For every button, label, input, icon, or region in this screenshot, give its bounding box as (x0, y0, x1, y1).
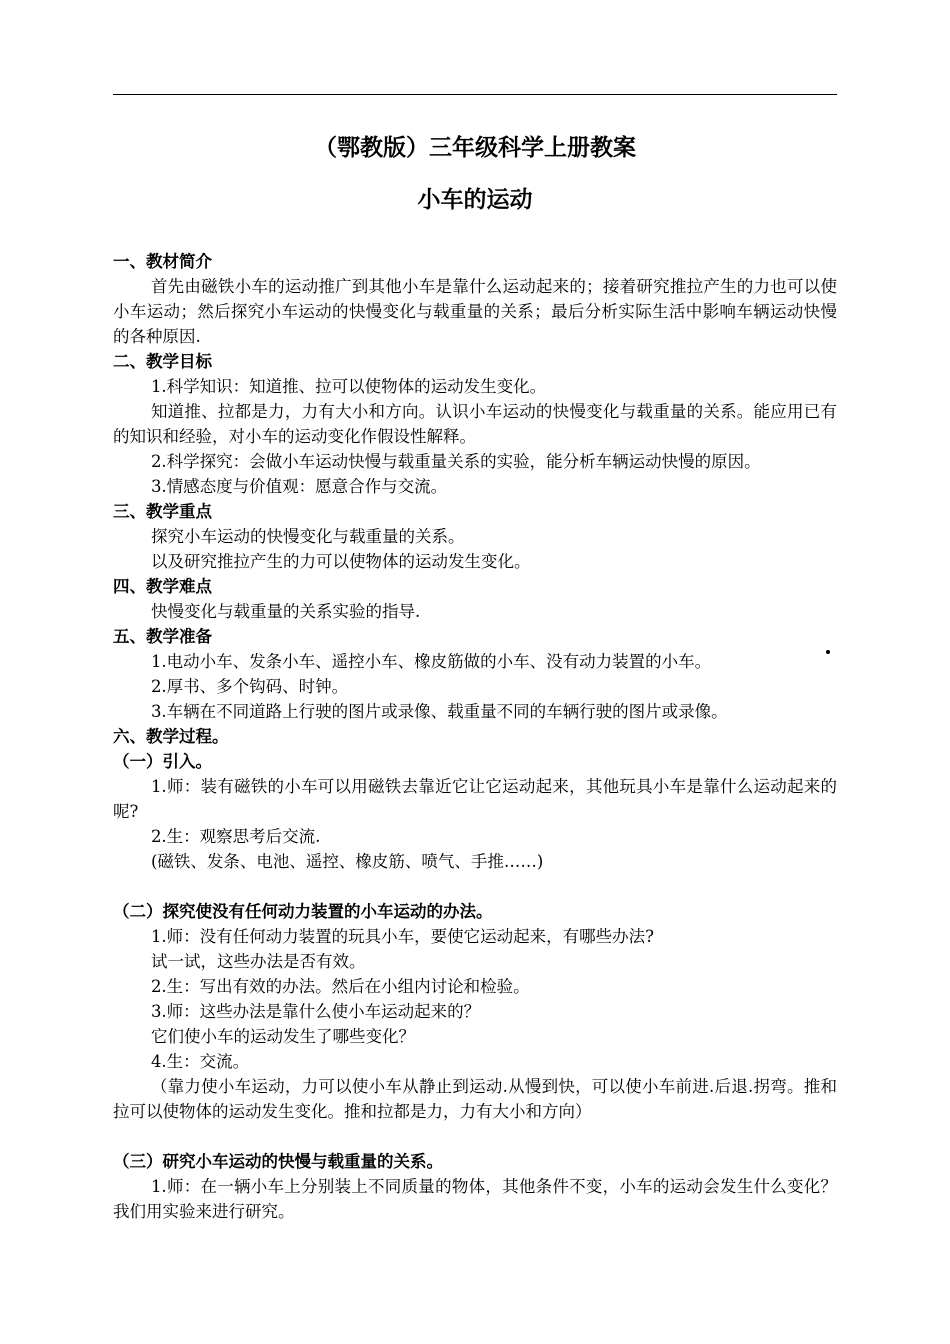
paragraph: 首先由磁铁小车的运动推广到其他小车是靠什么运动起来的；接着研究推拉产生的力也可以使小车运动；然后探究小车运动的快慢变化与载重量的关系；最后分析实际生活中影响车辆运动快慢的各种原因. (113, 277, 837, 346)
section-heading: 二、教学目标 (113, 352, 212, 371)
paragraph: 试一试，这些办法是否有效。 (150, 952, 366, 971)
header-rule (113, 94, 837, 95)
spacer (113, 1124, 837, 1149)
section-heading: 六、教学过程。 (113, 727, 229, 746)
paragraph: 4.生：交流。 (150, 1052, 250, 1071)
paragraph: 1.师：装有磁铁的小车可以用磁铁去靠近它让它运动起来，其他玩具小车是靠什么运动起来的呢? (113, 777, 837, 821)
paragraph: 2.生：观察思考后交流. (150, 827, 321, 846)
paragraph: 1.科学知识：知道推、拉可以使物体的运动发生变化。 (150, 377, 547, 396)
lesson-title: 小车的运动 (417, 187, 533, 213)
paragraph: 探究小车运动的快慢变化与载重量的关系。 (150, 527, 465, 546)
subsection-heading: （二）探究使没有任何动力装置的小车运动的办法。 (113, 902, 493, 921)
paragraph: 快慢变化与载重量的关系实验的指导. (150, 602, 421, 621)
spacer (113, 874, 837, 899)
paragraph: 3.情感态度与价值观：愿意合作与交流。 (150, 477, 448, 496)
paragraph: 1.师：在一辆小车上分别装上不同质量的物体，其他条件不变，小车的运动会发生什么变化？我们用实验来进行研究。 (113, 1177, 837, 1221)
paragraph: 以及研究推拉产生的力可以使物体的运动发生变化。 (150, 552, 531, 571)
section-heading: 四、教学难点 (113, 577, 212, 596)
section-heading: 一、教材简介 (113, 252, 212, 271)
paragraph: 3.车辆在不同道路上行驶的图片或录像、载重量不同的车辆行驶的图片或录像。 (150, 702, 728, 721)
paragraph: 1.师：没有任何动力装置的玩具小车，要使它运动起来，有哪些办法? (150, 927, 655, 946)
section-heading: 三、教学重点 (113, 502, 212, 521)
paragraph: 2.科学探究：会做小车运动快慢与载重量关系的实验，能分析车辆运动快慢的原因。 (150, 452, 761, 471)
paragraph: 2.生：写出有效的办法。然后在小组内讨论和检验。 (150, 977, 530, 996)
paragraph: (磁铁、发条、电池、遥控、橡皮筋、喷气、手推……) (150, 852, 544, 871)
paragraph: 1.电动小车、发条小车、遥控小车、橡皮筋做的小车、没有动力装置的小车。 (150, 652, 712, 671)
paragraph: 它们使小车的运动发生了哪些变化？ (150, 1027, 415, 1046)
subsection-heading: （一）引入。 (113, 752, 212, 771)
subsection-heading: （三）研究小车运动的快慢与载重量的关系。 (113, 1152, 443, 1171)
document-body (113, 249, 837, 1224)
paragraph: 2.厚书、多个钩码、时钟。 (150, 677, 349, 696)
document-title: （鄂教版）三年级科学上册教案 (314, 135, 636, 161)
paragraph: 3.师：这些办法是靠什么使小车运动起来的？ (150, 1002, 481, 1021)
section-heading: 五、教学准备 (113, 627, 212, 646)
paragraph: （靠力使小车运动，力可以使小车从静止到运动.从慢到快，可以使小车前进.后退.拐弯。推和拉可以使物体的运动发生变化。推和拉都是力，力有大小和方向） (113, 1077, 837, 1121)
paragraph: 知道推、拉都是力，力有大小和方向。认识小车运动的快慢变化与载重量的关系。能应用已有的知识和经验，对小车的运动变化作假设性解释。 (113, 402, 837, 446)
